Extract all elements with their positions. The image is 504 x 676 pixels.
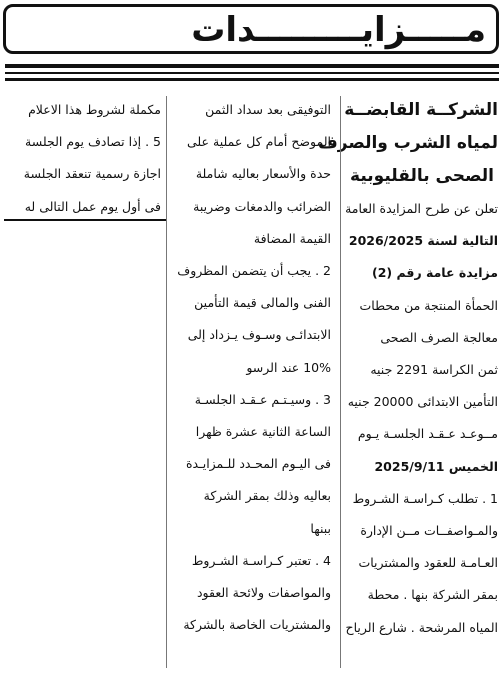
text-line: 3 . وسيـتـم عـقـد الجلسـة xyxy=(194,391,331,407)
header-rule-middle xyxy=(5,72,499,74)
text-line: 4 . تعتبر كـراسـة الشـروط xyxy=(191,552,331,568)
text-line: الضرائب والدمغات وضريبة xyxy=(193,198,331,214)
text-line: التالية لسنة 2026/2025 xyxy=(348,233,498,249)
text-line: التوفيقى بعد سداد الثمن xyxy=(205,102,331,117)
text-line: والمشتريات الخاصة بالشركة xyxy=(183,617,331,633)
text-line: القيمة المضافة xyxy=(253,230,331,246)
text-line: مــوعـد عـقـد الجلسـة يـوم xyxy=(357,426,498,442)
text-line: 10% عند الرسو xyxy=(246,359,331,375)
text-line: ثمن الكراسة 2291 جنيه xyxy=(370,362,498,378)
header-rule-top xyxy=(5,64,499,68)
text-line: العـامـة للعقود والمشتريات xyxy=(358,555,498,571)
org-name-line: لمياه الشرب والصرف xyxy=(318,133,498,153)
text-line: فى أول يوم عمل التالى له xyxy=(24,198,161,214)
text-line: مزايدة عامة رقم (2) xyxy=(371,265,498,281)
text-line: بعاليه وذلك بمقر الشركة xyxy=(203,488,331,504)
announcement-column-middle xyxy=(179,94,331,641)
text-line: الابتدائـى وسـوف يـزداد إلى xyxy=(187,327,331,343)
text-line: اجازة رسمية تنعقد الجلسة xyxy=(23,166,161,182)
text-line: الساعة الثانية عشرة ظهرا xyxy=(195,424,331,440)
text-line: تعلن عن طرح المزايدة العامة xyxy=(345,201,498,216)
text-line: 2 . يجب أن يتضمن المظروف xyxy=(177,263,331,279)
text-line: والمـواصفــات مــن الإدارة xyxy=(360,523,498,539)
column-separator xyxy=(340,96,341,668)
column-end-rule xyxy=(4,219,166,221)
section-title: مـــــزايـــــــــدات xyxy=(191,10,486,50)
text-line: 1 . تطلب كـراسـة الشـروط xyxy=(352,490,498,506)
text-line: بمقر الشركة بنها . محطة xyxy=(367,587,498,603)
text-line: حدة والأسعار بعاليه شاملة xyxy=(195,166,331,182)
text-line: الفنى والمالى قيمة التأمين xyxy=(194,295,331,311)
text-line: والمواصفات ولائحة العقود xyxy=(196,585,331,601)
text-line: المياه المرشحة . شارع الرياح xyxy=(345,619,498,635)
org-name-line: الشركــة القابضــة xyxy=(344,100,498,120)
announcement-column-left xyxy=(4,94,161,223)
text-line: 5 . إذا تصادف يوم الجلسة xyxy=(25,134,161,150)
text-line: الموضح أمام كل عملية على xyxy=(187,134,331,150)
text-line: التأمين الابتدائى 20000 جنيه xyxy=(347,394,498,410)
section-header-box xyxy=(3,4,499,54)
text-line: معالجة الصرف الصحى xyxy=(380,329,498,345)
text-line: الحمأة المنتجة من محطات xyxy=(359,297,498,313)
text-line: فى اليـوم المحـدد للـمزايـدة xyxy=(185,456,331,472)
column-separator xyxy=(166,96,167,668)
header-rule-bottom xyxy=(5,78,499,81)
text-line: الخميس 2025/9/11 xyxy=(374,458,498,474)
org-name-line: الصحى بالقليوبية xyxy=(350,166,494,186)
text-line: ببنها xyxy=(310,520,331,536)
text-line: مكملة لشروط هذا الاعلام xyxy=(28,102,161,117)
